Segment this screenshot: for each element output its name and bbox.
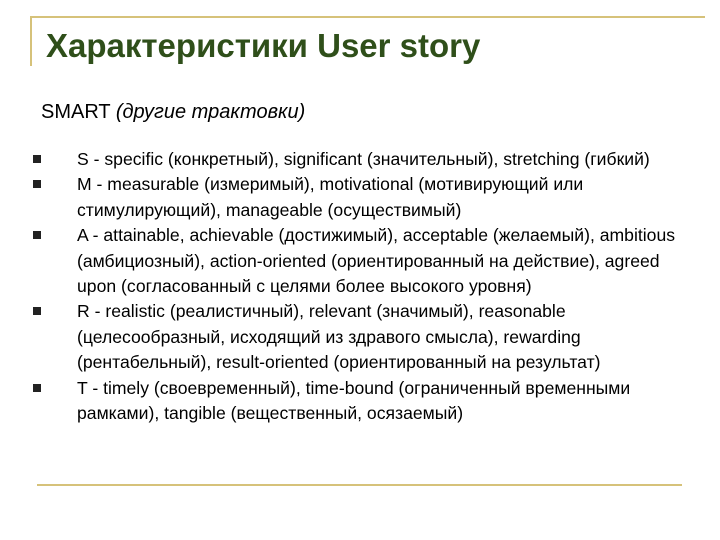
square-bullet-icon — [33, 155, 41, 163]
subtitle-lead: SMART — [41, 101, 111, 123]
bottom-divider — [37, 484, 682, 486]
list-item-r — [30, 299, 700, 375]
square-bullet-icon — [33, 180, 41, 188]
list-item-text: M - measurable (измеримый), motivational (мотивирующий или стимулирующий), manageable (осуществимый) — [77, 174, 584, 220]
square-bullet-icon — [33, 307, 41, 315]
square-bullet-icon — [33, 231, 41, 239]
list-item-t — [30, 376, 700, 427]
top-divider — [30, 16, 705, 18]
subtitle — [41, 100, 305, 124]
list-item-text: A - attainable, achievable (достижимый), acceptable (желаемый), ambitious (амбициозный), action-oriented (ориентированный на действие), agreed upon (согласованный с целями более высокого уровня) — [77, 225, 676, 297]
list-item-text: T - timely (своевременный), time-bound (ограниченный временными рамками), tangible (вещественный, осязаемый) — [77, 377, 631, 424]
left-divider — [30, 16, 32, 66]
characteristics-list — [30, 147, 700, 426]
subtitle-note: (другие трактовки) — [115, 101, 306, 123]
list-item-s — [30, 147, 700, 172]
square-bullet-icon — [33, 384, 41, 392]
list-item-text: R - realistic (реалистичный), relevant (значимый), reasonable (целесообразный, исходящий из здравого смысла), rewarding (рентабельный), result-oriented (ориентированный на результат) — [77, 301, 601, 373]
list-item-a — [30, 223, 700, 299]
slide-title: Характеристики User story — [46, 27, 481, 64]
list-item-text: S - specific (конкретный), significant (значительный), stretching (гибкий) — [77, 149, 650, 169]
list-item-m — [30, 172, 700, 223]
